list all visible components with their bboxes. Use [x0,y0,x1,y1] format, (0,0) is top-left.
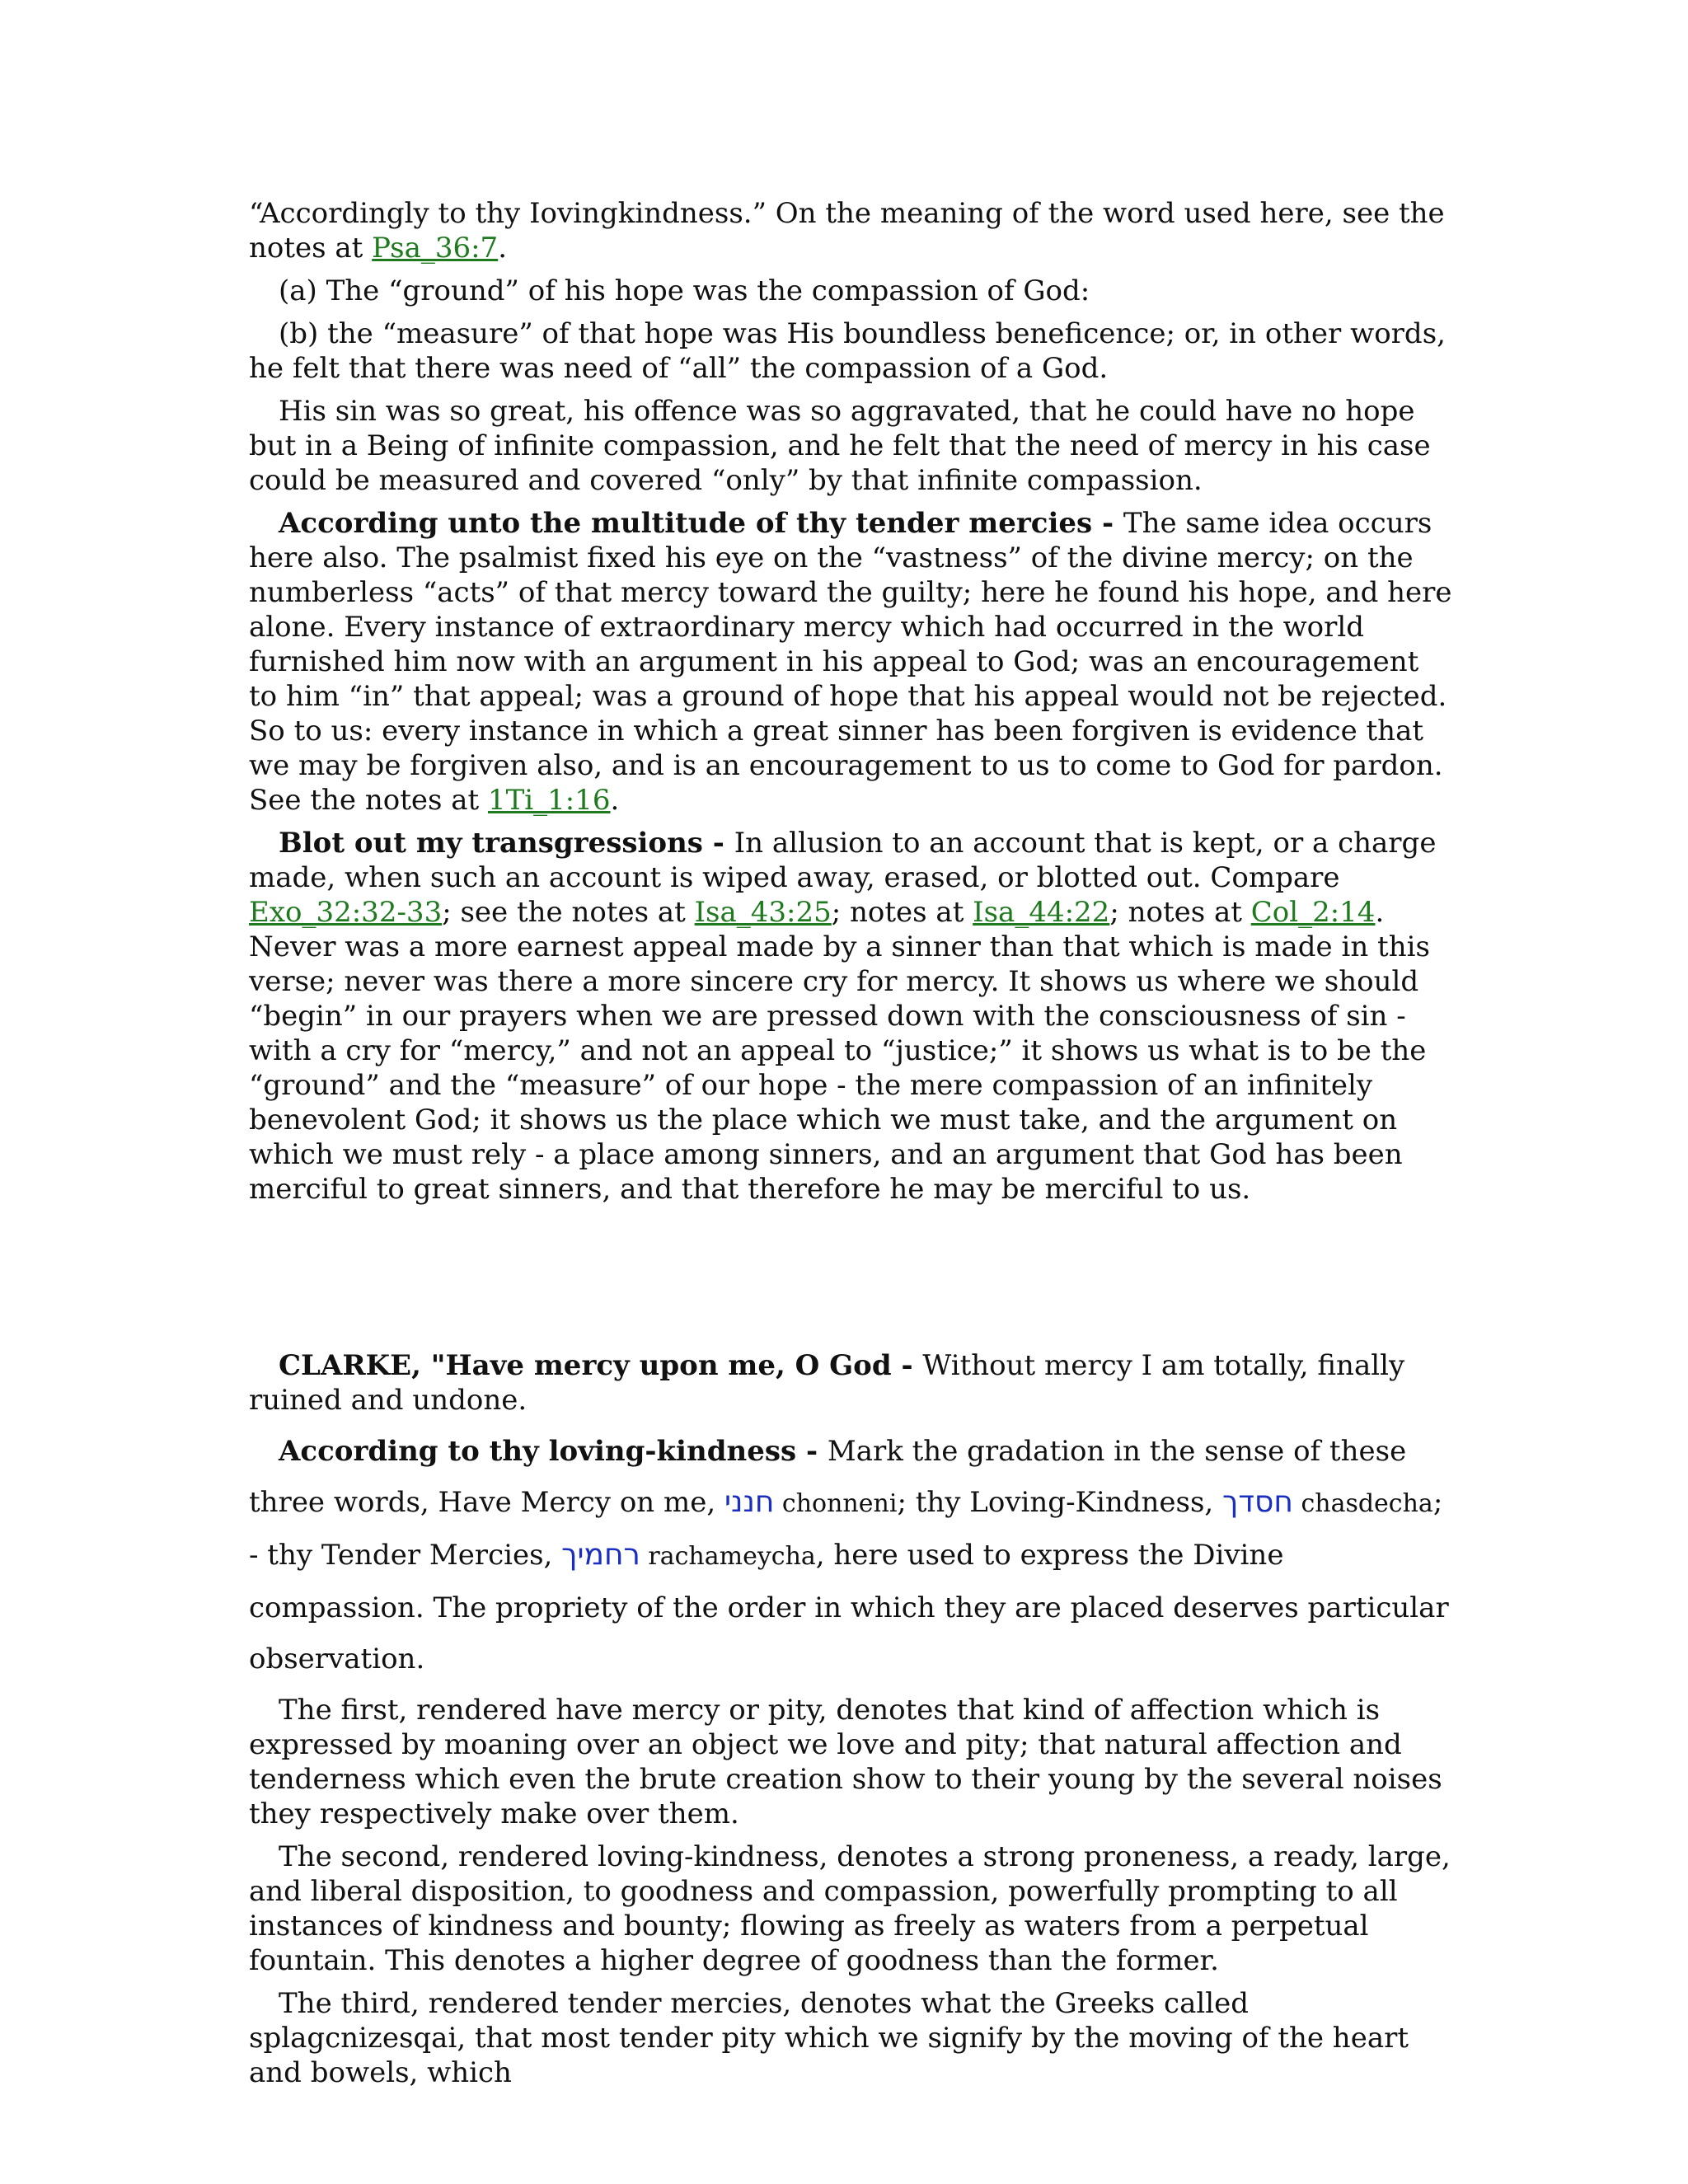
transliteration: chonneni [774,1489,898,1518]
paragraph-text: ; - thy Tender Mercies, [249,1486,1443,1572]
paragraph-text: Without mercy I am totally, finally ruined and undone. [249,1349,1405,1417]
scripture-link-isa-44-22[interactable]: Isa_44:22 [973,896,1110,929]
transliteration: rachameycha [640,1542,816,1571]
verse-heading: CLARKE, "Have mercy upon me, O God - [279,1349,923,1382]
paragraph-clarke-gradation [249,1426,1452,1685]
paragraph-text: The same idea occurs here also. The psalmist fixed his eye on the “vastness” of the divine mercy; on the numberless “acts” of that mercy toward the guilty; here he found his hope, and here alone. Every instance of extraordinary mercy which had occurred in the world furnished him now with an argument in his appeal to God; was an encouragement to him “in” that appeal; was a ground of hope that his appeal would not be rejected. So to us: every instance in which a great sinner has been forgiven is evidence that we may be forgiven also, and is an encouragement to us to come to God for pardon. See the notes at [249,507,1452,817]
paragraph-clarke-second: The second, rendered loving-kindness, denotes a strong proneness, a ready, large, and liberal disposition, to goodness and compassion, powerfully prompting to all instances of kindness and bounty; flowing as freely as waters from a perpetual fountain. This denotes a higher degree of goodness than the former. [249,1840,1451,1977]
verse-heading: According to thy loving-kindness - [279,1435,828,1468]
scripture-link-isa-43-25[interactable]: Isa_43:25 [694,896,832,929]
paragraph-text: ; notes at [831,896,973,929]
paragraph-multitude-of-mercies [249,506,1452,818]
scripture-link-psa-36-7[interactable]: Psa_36:7 [372,232,499,265]
paragraph-text: In allusion to an account that is kept, or a charge made, when such an account is wiped away, erased, or blotted out. Compare [249,827,1437,894]
paragraph-text: ; notes at [1109,896,1251,929]
scripture-link-1ti-1-16[interactable]: 1Ti_1:16 [487,784,611,817]
paragraph-clarke-third: The third, rendered tender mercies, denotes what the Greeks called splagcnizesqai, that most tender pity which we signify by the moving of the heart and bowels, which [249,1987,1409,2089]
hebrew-word-chonneni: חנני [724,1485,775,1519]
paragraph-sin-so-great: His sin was so great, his offence was so aggravated, that he could have no hope but in a Being of infinite compassion, and he felt that the need of mercy in his case could be measured and covered “only” by that infinite compassion. [249,395,1431,497]
paragraph-text: . [498,232,508,265]
verse-heading: According unto the multitude of thy tender mercies - [279,507,1123,540]
paragraph-clarke-first: The first, rendered have mercy or pity, denotes that kind of affection which is expressed by moaning over an object we love and pity; that natural affection and tenderness which even the brute creation show to their young by the several noises they respectively make over them. [249,1694,1442,1830]
hebrew-word-chasdecha: חסדך [1222,1485,1293,1519]
paragraph-measure-of-hope: (b) the “measure” of that hope was His boundless beneficence; or, in other words, he felt that there was need of “all” the compassion of a God. [249,317,1446,385]
transliteration: chasdecha [1292,1489,1433,1518]
paragraph-clarke-have-mercy [249,1348,1452,1418]
paragraph-blot-out [249,826,1452,1207]
document-page [249,196,1452,2098]
scripture-link-col-2-14[interactable]: Col_2:14 [1250,896,1376,929]
verse-heading: Blot out my transgressions - [279,827,734,860]
paragraph-text: , here used to express the Divine compassion. The propriety of the order in which they are placed deserves particular observation. [249,1539,1449,1675]
paragraph-text: ; see the notes at [442,896,695,929]
paragraph-text: “Accordingly to thy Iovingkindness.” On the meaning of the word used here, see the notes at [249,197,1445,265]
section-gap [249,1215,1452,1348]
paragraph-text: . Never was a more earnest appeal made by a sinner than that which is made in this verse; never was there a more sincere cry for mercy. It shows us where we should “begin” in our prayers when we are pressed down with the consciousness of sin - with a cry for “mercy,” and not an appeal to “justice;” it shows us what is to be the “ground” and the “measure” of our hope - the mere compassion of an infinitely benevolent God; it shows us the place which we must take, and the argument on which we must rely - a place among sinners, and an argument that God has been merciful to great sinners, and that therefore he may be merciful to us. [249,896,1430,1206]
paragraph-text: ; thy Loving-Kindness, [897,1486,1223,1519]
paragraph-text: . [610,784,620,817]
hebrew-word-rachameycha: רחמיך [561,1538,640,1572]
paragraph-ground-of-hope: (a) The “ground” of his hope was the compassion of God: [279,274,1090,307]
scripture-link-exo-32-32[interactable]: Exo_32:32-33 [249,896,443,929]
paragraph-lovingkindness-note [249,196,1452,265]
paragraph-text: Mark the gradation in the sense of these three words, Have Mercy on me, [249,1435,1407,1519]
